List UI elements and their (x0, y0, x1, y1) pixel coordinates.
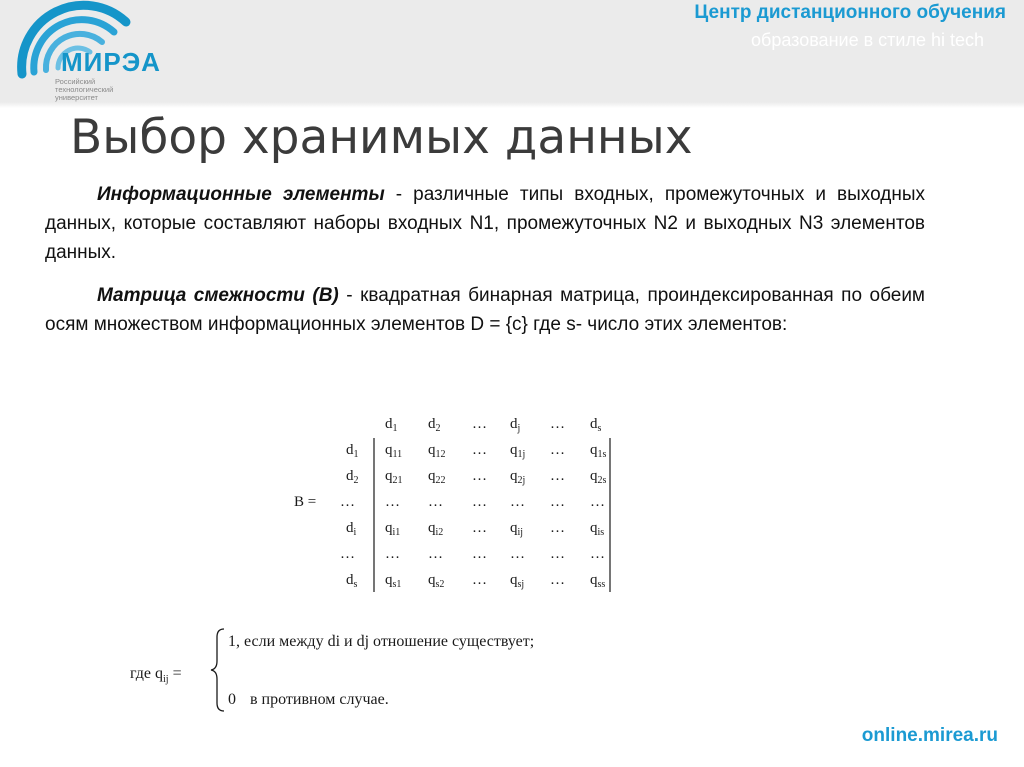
matrix-cell: … (472, 572, 487, 588)
matrix-cell: $q_{ss}$ (590, 572, 606, 590)
matrix-cell: $q_{s2}$ (428, 572, 445, 590)
matrix-row-header: … (340, 494, 355, 510)
matrix-cell: $q_{21}$ (385, 468, 403, 486)
matrix-cell: $q_{s1}$ (385, 572, 402, 590)
matrix-row-header: $d_i$ (346, 520, 357, 538)
matrix-cell: $q_{2j}$ (510, 468, 526, 486)
qij-definition (130, 625, 650, 715)
matrix-cell: … (550, 442, 565, 458)
matrix-cell: … (510, 546, 525, 562)
para2-text: - квадратная бинарная матрица, проиндексированная по обеим осям множеством информационных элементов D = {c} где s- число этих элементов: (45, 285, 925, 335)
matrix-cell: $q_{1s}$ (590, 442, 607, 460)
matrix-cell: … (385, 494, 400, 510)
matrix-cell: $q_{2s}$ (590, 468, 607, 486)
formula-case-1: 1, если между di и dj отношение существует; (228, 633, 535, 650)
matrix-cell: $q_{22}$ (428, 468, 446, 486)
matrix-cell: … (550, 468, 565, 484)
matrix-cell: … (472, 520, 487, 536)
matrix-col-header: … (550, 416, 565, 432)
matrix-cell: … (510, 494, 525, 510)
matrix-row-header: $d_2$ (346, 468, 359, 486)
matrix-cell: $q_{ij}$ (510, 520, 524, 538)
matrix-cell: … (550, 572, 565, 588)
matrix-cell: … (472, 546, 487, 562)
center-subtitle: образование в стиле hi tech (751, 30, 984, 50)
paragraph-adjacency-matrix (45, 281, 925, 339)
matrix-row-header: … (340, 546, 355, 562)
matrix-label: B = (294, 494, 317, 510)
matrix-cell: … (550, 520, 565, 536)
matrix-cell: $q_{12}$ (428, 442, 446, 460)
para1-lead: Информационные элементы (97, 184, 385, 205)
matrix-cell: … (590, 494, 605, 510)
matrix-col-header: $d_1$ (385, 416, 398, 434)
matrix-cell: $q_{i1}$ (385, 520, 401, 538)
matrix-cell: … (472, 442, 487, 458)
matrix-cell: $q_{1j}$ (510, 442, 526, 460)
para1-text: - различные типы входных, промежуточных и выходных данных, которые составляют наборы входных N1, промежуточных N2 и выходных N3 элементов данных. (45, 184, 925, 263)
para2-lead: Матрица смежности (B) (97, 285, 339, 306)
matrix-cell: … (590, 546, 605, 562)
matrix-cell: … (472, 468, 487, 484)
footer-url[interactable]: online.mirea.ru (861, 725, 998, 746)
matrix-cell: … (428, 546, 443, 562)
center-title: Центр дистанционного обучения (694, 2, 1006, 23)
left-brace-icon (208, 625, 228, 715)
matrix-cell: … (550, 494, 565, 510)
matrix-row-header: $d_s$ (346, 572, 358, 590)
formula-lhs: где $q_{ij}$ = (130, 665, 182, 686)
formula-case-2: 0 в противном случае. (228, 691, 389, 708)
matrix-col-header: $d_2$ (428, 416, 441, 434)
matrix-cell: $q_{is}$ (590, 520, 605, 538)
matrix-col-header: … (472, 416, 487, 432)
matrix-cell: $q_{11}$ (385, 442, 403, 460)
matrix-col-header: $d_s$ (590, 416, 602, 434)
page-title: Выбор хранимых данных (70, 110, 693, 165)
logo-subtitle: Российский технологический университет (55, 77, 114, 102)
matrix-cell: … (550, 546, 565, 562)
adjacency-matrix (270, 402, 630, 612)
paragraph-info-elements (45, 180, 925, 267)
matrix-col-header: $d_j$ (510, 416, 521, 434)
matrix-cell: $q_{i2}$ (428, 520, 444, 538)
mirea-logo (6, 0, 176, 108)
matrix-cell: $q_{sj}$ (510, 572, 525, 590)
matrix-cell: … (428, 494, 443, 510)
matrix-row-header: $d_1$ (346, 442, 359, 460)
logo-name: МИРЭА (61, 47, 161, 77)
matrix-cell: … (472, 494, 487, 510)
matrix-cell: … (385, 546, 400, 562)
